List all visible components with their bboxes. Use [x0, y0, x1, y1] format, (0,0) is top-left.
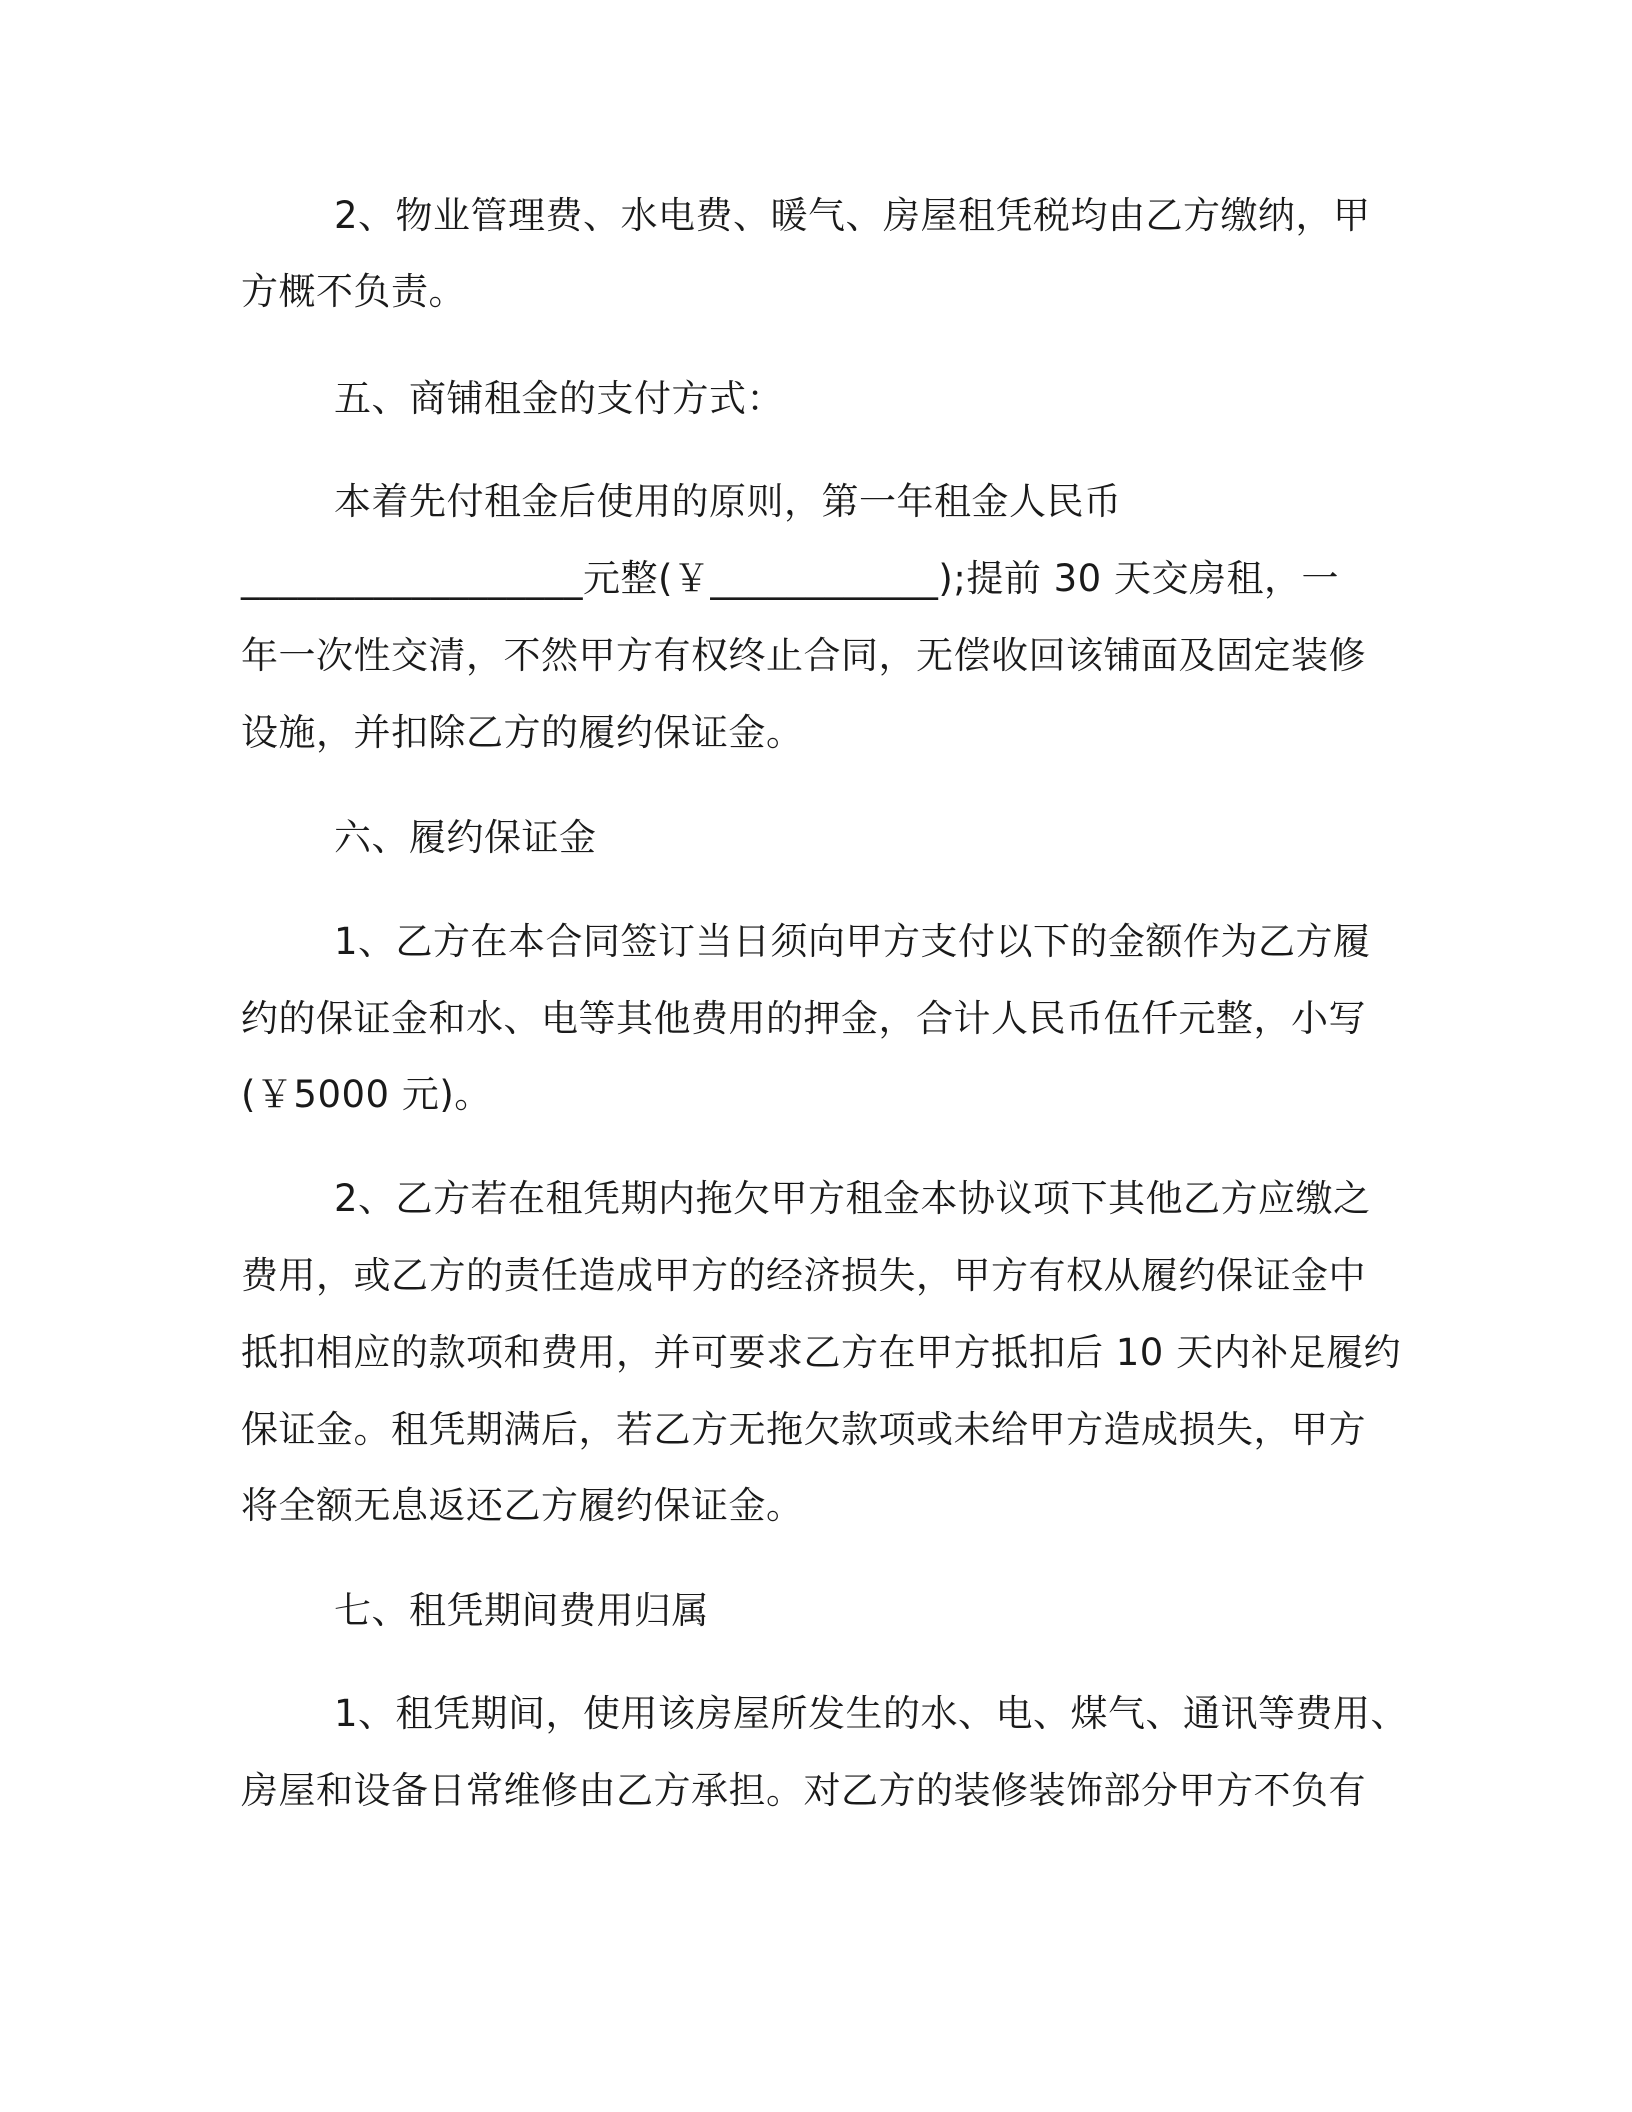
paragraph-line: 1、租凭期间，使用该房屋所发生的水、电、煤气、通讯等费用、	[334, 1692, 1409, 1735]
paragraph-line: 保证金。租凭期满后，若乙方无拖欠款项或未给甲方造成损失，甲方	[241, 1408, 1366, 1451]
paragraph-line: 1、乙方在本合同签订当日须向甲方支付以下的金额作为乙方履	[334, 920, 1371, 963]
paragraph-line: 2、乙方若在租凭期内拖欠甲方租金本协议项下其他乙方应缴之	[334, 1177, 1371, 1220]
paragraph-line: 本着先付租金后使用的原则，第一年租金人民币	[334, 480, 1122, 523]
section-heading: 六、履约保证金	[334, 816, 597, 859]
paragraph-line: 年一次性交清，不然甲方有权终止合同，无偿收回该铺面及固定装修	[241, 634, 1366, 677]
paragraph-line: 约的保证金和水、电等其他费用的押金，合计人民币伍仟元整，小写	[241, 997, 1366, 1040]
paragraph-line: __________________元整(￥____________);提前 30 天交房租，一	[241, 557, 1339, 600]
paragraph-line: 方概不负责。	[241, 270, 466, 313]
paragraph-line: 将全额无息返还乙方履约保证金。	[241, 1484, 804, 1527]
paragraph-line: 费用，或乙方的责任造成甲方的经济损失，甲方有权从履约保证金中	[241, 1254, 1366, 1297]
section-heading: 五、商铺租金的支付方式：	[334, 377, 784, 420]
paragraph-line: (￥5000 元)。	[241, 1073, 492, 1116]
paragraph-line: 2、物业管理费、水电费、暖气、房屋租凭税均由乙方缴纳，甲	[334, 194, 1371, 237]
paragraph-line: 房屋和设备日常维修由乙方承担。对乙方的装修装饰部分甲方不负有	[241, 1769, 1366, 1812]
section-heading: 七、租凭期间费用归属	[334, 1589, 709, 1632]
paragraph-line: 设施，并扣除乙方的履约保证金。	[241, 711, 804, 754]
paragraph-line: 抵扣相应的款项和费用，并可要求乙方在甲方抵扣后 10 天内补足履约	[241, 1331, 1402, 1374]
